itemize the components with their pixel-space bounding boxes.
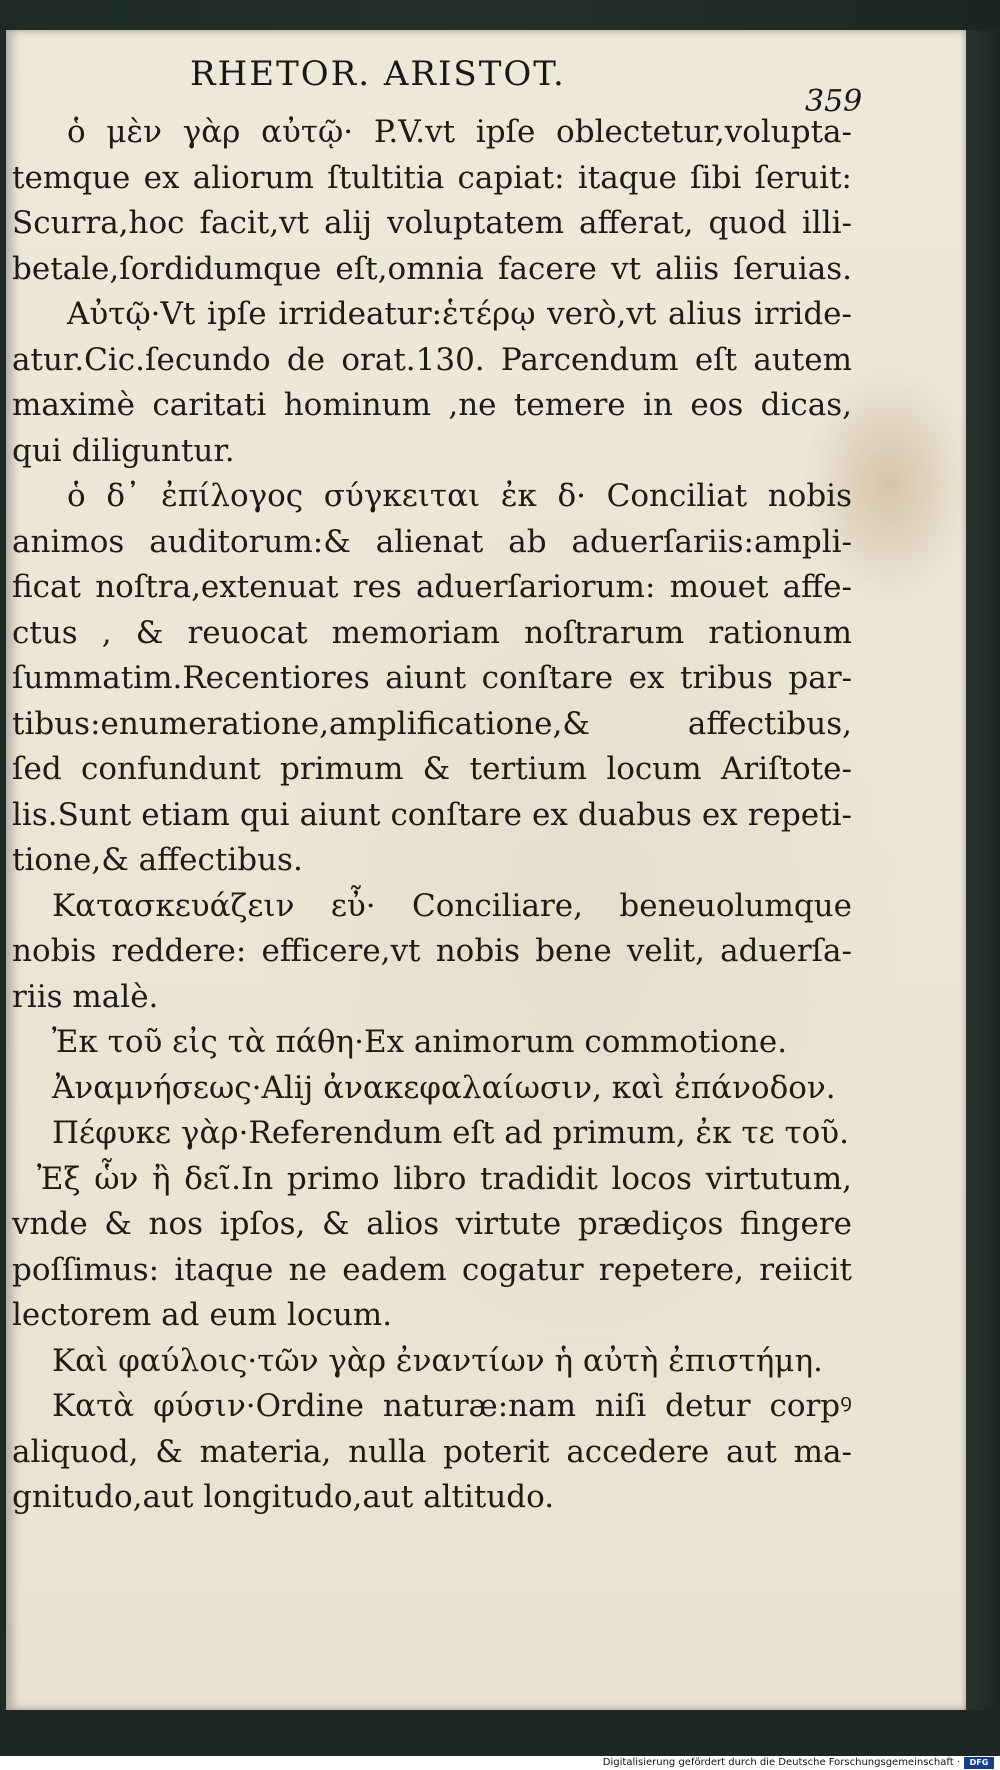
text-line: maximè caritati hominum ,ne temere in eos dicas, [12, 387, 852, 423]
text-line: ὁ μὲν γὰρ αὐτῷ· P.V.vt ipſe oblectetur,volupta- [67, 114, 852, 150]
text-line: Ἐξ ὧν ἢ δεῖ.In primo libro tradidit locos virtutum, [37, 1160, 852, 1197]
text-line: lis.Sunt etiam qui aiunt conſtare ex duabus ex repeti- [12, 796, 852, 833]
text-line: Αὐτῷ·Vt ipſe irrideatur:ἑτέρῳ verò,vt alius irride- [67, 296, 852, 332]
text-line: vnde & nos ipſos, & alios virtute prædiços fingere [12, 1206, 852, 1242]
running-head: RHETOR. ARISTOT. [190, 54, 566, 94]
text-line: riis malè. [12, 978, 159, 1015]
text-line: ficat noſtra,extenuat res aduerſariorum: mouet affe- [12, 569, 852, 605]
text-line: Κατὰ φύσιν·Ordine naturæ:nam niſi detur corpꝰ [52, 1388, 852, 1424]
page-number: 359 [805, 84, 863, 119]
text-line: gnitudo,aut longitudo,aut altitudo. [12, 1479, 555, 1515]
text-line: tione,& affectibus. [12, 842, 303, 878]
text-line: animos auditorum:& alienat ab aduerſariis:ampli- [12, 523, 852, 560]
scan-right-edge [966, 30, 1000, 1710]
scan-bottom-edge [0, 1710, 1000, 1756]
text-line: qui diliguntur. [12, 432, 235, 469]
text-line: temque ex aliorum ſtultitia capiat: itaque ſibi ſeruit: [12, 159, 852, 196]
text-line: Ἀναμνήσεως·Alij ἀνακεφαλαίωσιν, καὶ ἐπάνοδον. [52, 1069, 836, 1106]
text-line: tibus:enumeratione,amplificatione,& affectibus, [12, 705, 852, 742]
text-line: Scurra,hoc facit,vt alij voluptatem afferat, quod illi- [12, 205, 852, 241]
text-line: ὁ δ᾽ ἐπίλογος σύγκειται ἐκ δ· Conciliat nobis [67, 478, 852, 514]
text-line: aliquod, & materia, nulla poterit accedere aut ma- [12, 1433, 852, 1470]
text-line: Ἐκ τοῦ εἰς τὰ πάθη·Ex animorum commotione. [52, 1024, 788, 1060]
dfg-logo: DFG [964, 1757, 994, 1769]
text-line: Καὶ φαύλοις·τῶν γὰρ ἐναντίων ἡ αὐτὴ ἐπιστήμη. [52, 1342, 823, 1379]
text-line: ctus , & reuocat memoriam noſtrarum rationum [12, 614, 852, 651]
text-line: ſummatim.Recentiores aiunt conſtare ex tribus par- [12, 660, 852, 696]
text-line: atur.Cic.ſecundo de orat.130. Parcendum eſt autem [12, 341, 852, 378]
page-header [0, 30, 960, 119]
text-line: poſſimus: itaque ne eadem cogatur repetere, reiicit [12, 1251, 852, 1288]
text-line: Πέφυκε γὰρ·Referendum eſt ad primum, ἐκ τε τοῦ. [52, 1115, 849, 1151]
text-line: nobis reddere: efficere,vt nobis bene velit, aduerſa- [12, 933, 852, 969]
footer-bar [0, 1756, 1000, 1770]
text-line: Κατασκευάζειν εὖ· Conciliare, beneuolumque [52, 887, 852, 924]
footer-credit: Digitalisierung gefördert durch die Deutsche Forschungsgemeinschaft · [602, 1757, 960, 1768]
text-line: betale,ſordidumque eſt,omnia facere vt aliis ſeruias. [12, 250, 852, 287]
text-line: ſed confundunt primum & tertium locum Ariſtote- [12, 751, 852, 787]
text-line: lectorem ad eum locum. [12, 1297, 393, 1333]
